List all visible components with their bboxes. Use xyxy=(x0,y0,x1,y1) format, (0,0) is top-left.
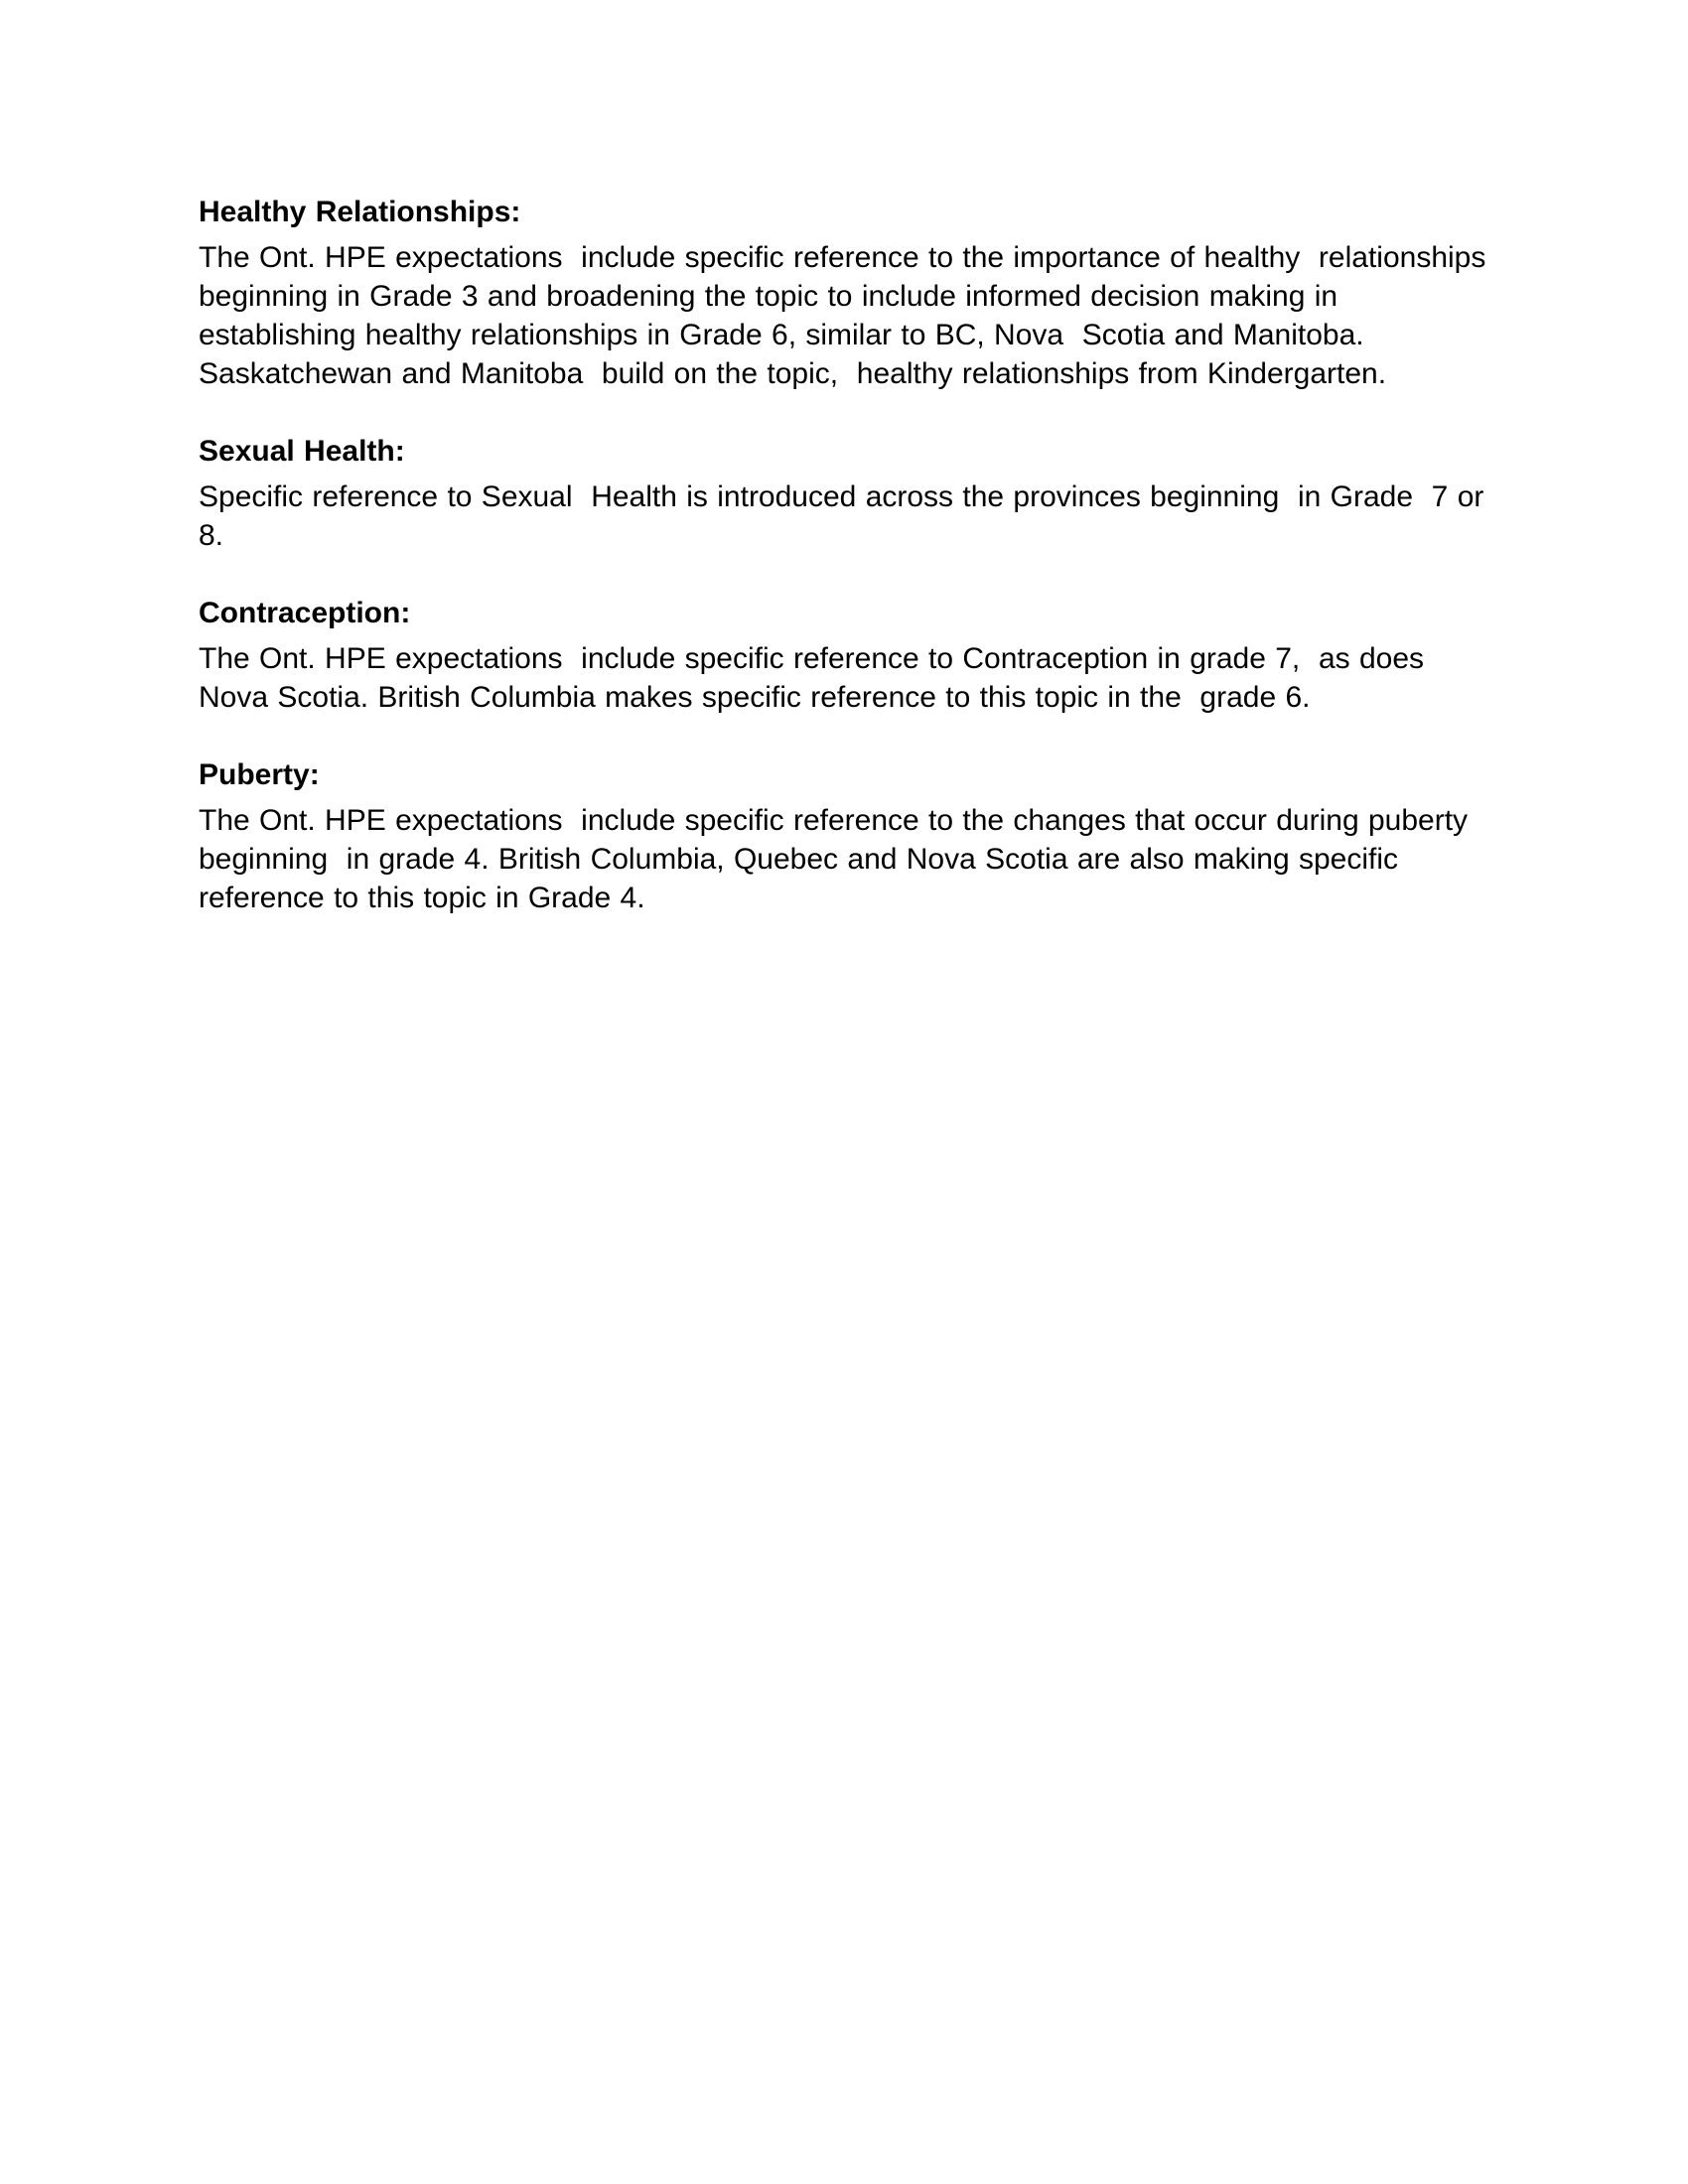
text-line: reference to this topic in Grade 4. xyxy=(199,882,645,914)
text-line: The Ont. HPE expectations include specific reference to Contraception in grade 7, as does xyxy=(199,642,1425,675)
document-content xyxy=(199,193,1549,956)
text-line: establishing healthy relationships in Grade 6, similar to BC, Nova Scotia and Manitoba. xyxy=(199,319,1364,351)
section-heading: Contraception: xyxy=(199,597,411,629)
text-line: beginning in Grade 3 and broadening the topic to include informed decision making in xyxy=(199,280,1338,313)
section-heading: Healthy Relationships: xyxy=(199,196,521,228)
section-heading: Puberty: xyxy=(199,758,320,791)
text-line: Specific reference to Sexual Health is introduced across the provinces beginning in Grade 7 or xyxy=(199,480,1484,513)
section-healthy-relationships xyxy=(199,193,1549,393)
text-line: Nova Scotia. British Columbia makes specific reference to this topic in the grade 6. xyxy=(199,681,1311,714)
section-contraception xyxy=(199,594,1549,717)
section-heading: Sexual Health: xyxy=(199,435,405,468)
text-line: The Ont. HPE expectations include specific reference to the importance of healthy relationships xyxy=(199,241,1486,274)
text-line: Saskatchewan and Manitoba build on the topic, healthy relationships from Kindergarten. xyxy=(199,357,1387,390)
section-puberty xyxy=(199,755,1549,917)
section-sexual-health xyxy=(199,432,1549,555)
text-line: 8. xyxy=(199,519,224,552)
text-line: beginning in grade 4. British Columbia, Quebec and Nova Scotia are also making specific xyxy=(199,843,1398,876)
text-line: The Ont. HPE expectations include specific reference to the changes that occur during puberty xyxy=(199,804,1469,837)
